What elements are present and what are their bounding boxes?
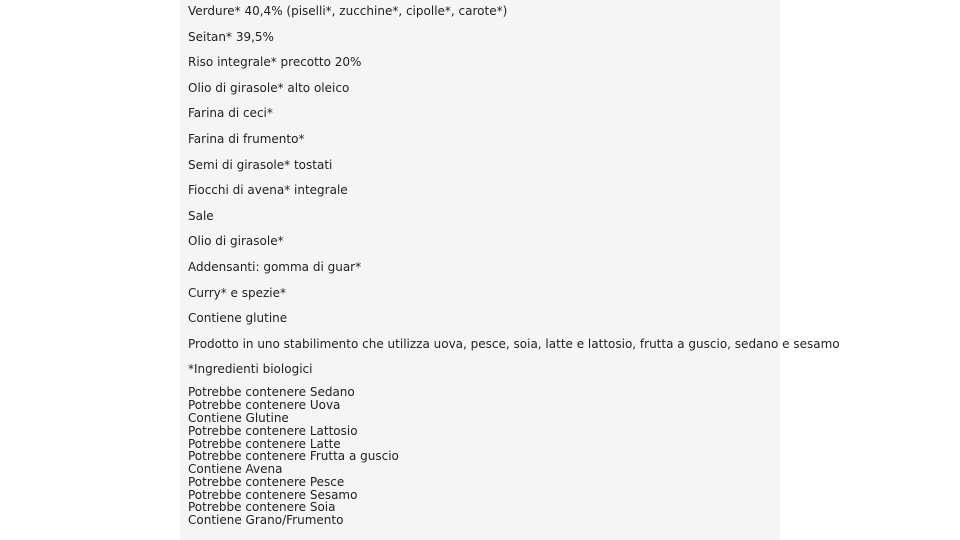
allergen-item: Potrebbe contenere Soia [188,500,336,515]
ingredient-item: Riso integrale* precotto 20% [188,55,362,70]
ingredient-item: Addensanti: gomma di guar* [188,259,362,274]
allergen-item: Potrebbe contenere Sesamo [188,487,358,502]
allergen-item: Potrebbe contenere Lattosio [188,423,358,438]
ingredient-item: Fiocchi di avena* integrale [188,183,348,198]
ingredient-item: Prodotto in uno stabilimento che utilizza uova, pesce, soia, latte e lattosio, frutta a guscio, sedano e sesamo [188,336,840,351]
ingredients-section [188,0,888,527]
ingredient-item: Olio di girasole* [188,234,284,249]
ingredient-item: Sale [188,208,214,223]
ingredient-item: Contiene glutine [188,311,288,326]
ingredient-item: Verdure* 40,4% (piselli*, zucchine*, cipolle*, carote*) [188,4,508,18]
ingredient-item: Farina di ceci* [188,106,273,121]
ingredient-item: Semi di girasole* tostati [188,157,333,172]
allergens-list [188,386,888,527]
ingredient-item: Farina di frumento* [188,131,305,146]
allergen-item: Potrebbe contenere Frutta a guscio [188,449,399,464]
allergen-item: Potrebbe contenere Latte [188,436,341,451]
ingredient-item: Seitan* 39,5% [188,29,274,44]
allergen-item: Contiene Grano/Frumento [188,513,344,528]
organic-note: *Ingredienti biologici [188,362,313,377]
allergen-item: Contiene Avena [188,462,283,477]
ingredients-list [188,0,888,358]
allergen-item: Potrebbe contenere Uova [188,398,341,413]
ingredient-item: Olio di girasole* alto oleico [188,80,350,95]
allergen-item: Contiene Glutine [188,410,289,425]
allergen-item: Potrebbe contenere Pesce [188,474,345,489]
allergen-item: Potrebbe contenere Sedano [188,385,355,400]
ingredient-item: Curry* e spezie* [188,285,287,300]
